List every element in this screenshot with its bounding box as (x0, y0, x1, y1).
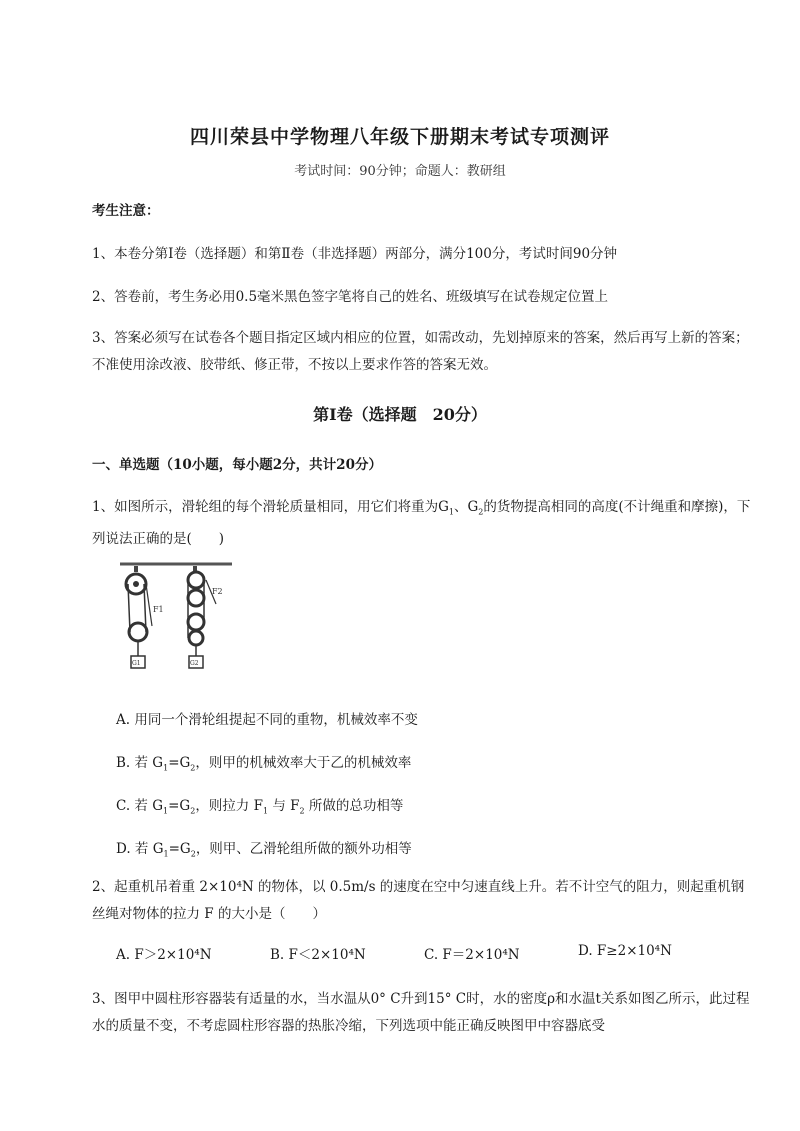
label-f2: F2 (212, 587, 223, 596)
notice-item-2: 2、答卷前，考生务必用0.5毫米黑色签字笔将自己的姓名、班级填写在试卷规定位置上 (92, 289, 609, 305)
question-2-option-a[interactable]: A. F＞2×10⁴N (116, 947, 212, 963)
question-1-option-a[interactable]: A. 用同一个滑轮组提起不同的重物，机械效率不变 (116, 712, 418, 728)
svg-text:G2: G2 (190, 660, 199, 667)
notice-item-1: 1、本卷分第I卷（选择题）和第Ⅱ卷（非选择题）两部分，满分100分，考试时间90分钟 (92, 246, 618, 262)
section-title: 第I卷（选择题 20分） (313, 405, 487, 424)
pulley-figure (116, 560, 236, 680)
notice-item-3: 3、答案必须写在试卷各个题目指定区域内相应的位置，如需改动，先划掉原来的答案，然后再写上新的答案；不准使用涂改液、胶带纸、修正带，不按以上要求作答的答案无效。 (92, 330, 749, 373)
question-2-option-b[interactable]: B. F＜2×10⁴N (270, 947, 366, 963)
question-1-stem: 1、如图所示，滑轮组的每个滑轮质量相同，用它们将重为$G_1$、$G_2$的货物提高相同的高度(不计绳重和摩擦)，下列说法正确的是( ) (92, 499, 751, 547)
pulley-movable-1 (129, 623, 147, 641)
question-2-stem: 2、起重机吊着重 2×10⁴N 的物体，以 0.5m/s 的速度在空中匀速直线上升。若不计空气的阻力，则起重机钢丝绳对物体的拉力 F 的大小是（ ） (92, 879, 745, 922)
notice-heading: 考生注意： (92, 203, 160, 219)
question-1-option-b[interactable]: B. 若 $G_1=G_2$，则甲的机械效率大于乙的机械效率 (116, 755, 412, 773)
exam-info: 考试时间：90分钟；命题人：教研组 (294, 164, 506, 179)
svg-text:G1: G1 (132, 660, 141, 667)
question-3-stem: 3、图甲中圆柱形容器装有适量的水，当水温从0° C升到15° C时，水的密度ρ和水温t关系如图乙所示，此过程水的质量不变，不考虑圆柱形容器的热胀冷缩，下列选项中能正确反映图甲中容器底受 (92, 991, 750, 1034)
pulley-fixed-2 (188, 572, 204, 588)
label-f1: F1 (153, 605, 164, 614)
part-heading: 一、单选题（10小题，每小题2分，共计20分） (92, 457, 382, 473)
page-title: 四川荣县中学物理八年级下册期末考试专项测评 (189, 126, 610, 148)
question-2-option-d[interactable]: D. F≥2×10⁴N (578, 943, 672, 959)
pulley-movable-2 (188, 614, 204, 630)
question-2-option-c[interactable]: C. F＝2×10⁴N (424, 947, 520, 963)
question-1-option-d[interactable]: D. 若 $G_1=G_2$，则甲、乙滑轮组所做的额外功相等 (116, 841, 412, 859)
question-1-option-c[interactable]: C. 若 $G_1=G_2$，则拉力 $F_1$ 与 $F_2$ 所做的总功相等 (116, 798, 404, 816)
